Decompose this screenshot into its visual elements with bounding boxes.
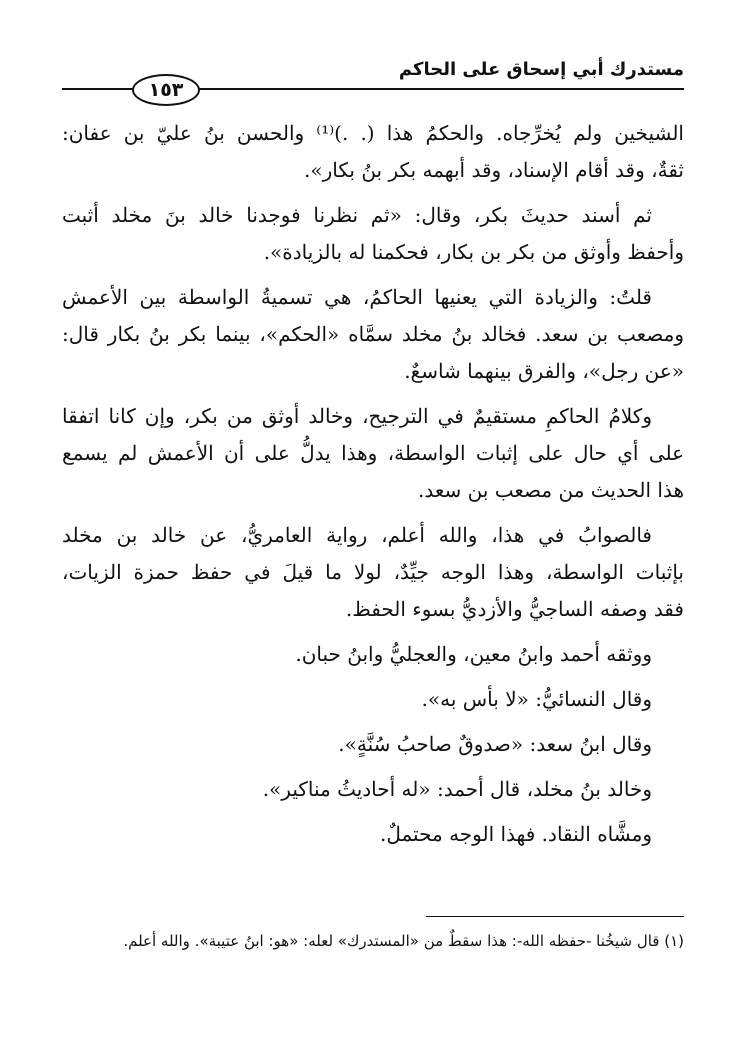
footnote-separator	[426, 916, 684, 917]
header-rule	[190, 88, 684, 90]
page-number-badge	[132, 74, 200, 106]
footnote: (١) قال شيخُنا -حفظه الله-: هذا سقطٌ من «المستدرك» لعله: «هو: ابنُ عتيبة». والله أعلم.	[123, 932, 684, 950]
paragraph-line: ومشَّاه النقاد. فهذا الوجه محتملٌ.	[379, 822, 652, 846]
paragraph-line: الشيخين ولم يُخرِّجاه. والحكمُ هذا (. .)⁽¹⁾ والحسن بنُ عليّ بن عفان:	[62, 121, 684, 145]
paragraph-line: وخالد بنُ مخلد، قال أحمد: «له أحاديثُ مناكير».	[262, 777, 652, 801]
paragraph-line: وأحفظ وأوثق من بكر بن بكار، فحكمنا له بالزيادة».	[263, 240, 684, 264]
paragraph-line: ومصعب بن سعد. فخالد بنُ مخلد سمَّاه «الحكم»، بينما بكر بنُ بكار قال:	[62, 322, 684, 346]
paragraph-line: ثم أسند حديثَ بكر، وقال: «ثم نظرنا فوجدنا خالد بنَ مخلد أثبت	[62, 203, 652, 227]
running-header-title: مستدرك أبي إسحاق على الحاكم	[398, 59, 684, 80]
paragraph-line: «عن رجل»، والفرق بينهما شاسعٌ.	[404, 359, 684, 383]
header-rule-left	[62, 88, 134, 90]
page-number: ١٥٣	[148, 79, 184, 101]
paragraph-line: وقال ابنُ سعد: «صدوقٌ صاحبُ سُنَّةٍ».	[338, 732, 652, 756]
paragraph-line: هذا الحديث من مصعب بن سعد.	[418, 478, 684, 502]
body-text	[62, 115, 684, 853]
paragraph-line: ووثقه أحمد وابنُ معين، والعجليُّ وابنُ حبان.	[295, 642, 652, 666]
paragraph-line: فقد وصفه الساجيُّ والأزديُّ بسوء الحفظ.	[345, 597, 684, 621]
paragraph-line: على أي حال على إثبات الواسطة، وهذا يدلُّ على أن الأعمش لم يسمع	[62, 441, 684, 465]
paragraph-line: وكلامُ الحاكمِ مستقيمٌ في الترجيح، وخالد أوثق من بكر، وإن كانا اتفقا	[62, 404, 652, 428]
paragraph-line: وقال النسائيُّ: «لا بأس به».	[421, 687, 652, 711]
paragraph-line: ثقةٌ، وقد أقام الإسناد، وقد أبهمه بكر بنُ بكار».	[304, 158, 684, 182]
paragraph-line: بإثبات الواسطة، وهذا الوجه جيِّدٌ، لولا ما قيلَ في حفظ حمزة الزيات،	[62, 560, 684, 584]
paragraph-line: فالصوابُ في هذا، والله أعلم، رواية العامريُّ، عن خالد بن مخلد	[62, 523, 652, 547]
paragraph-line: قلتُ: والزيادة التي يعنيها الحاكمُ، هي تسميةُ الواسطة بين الأعمش	[62, 285, 652, 309]
